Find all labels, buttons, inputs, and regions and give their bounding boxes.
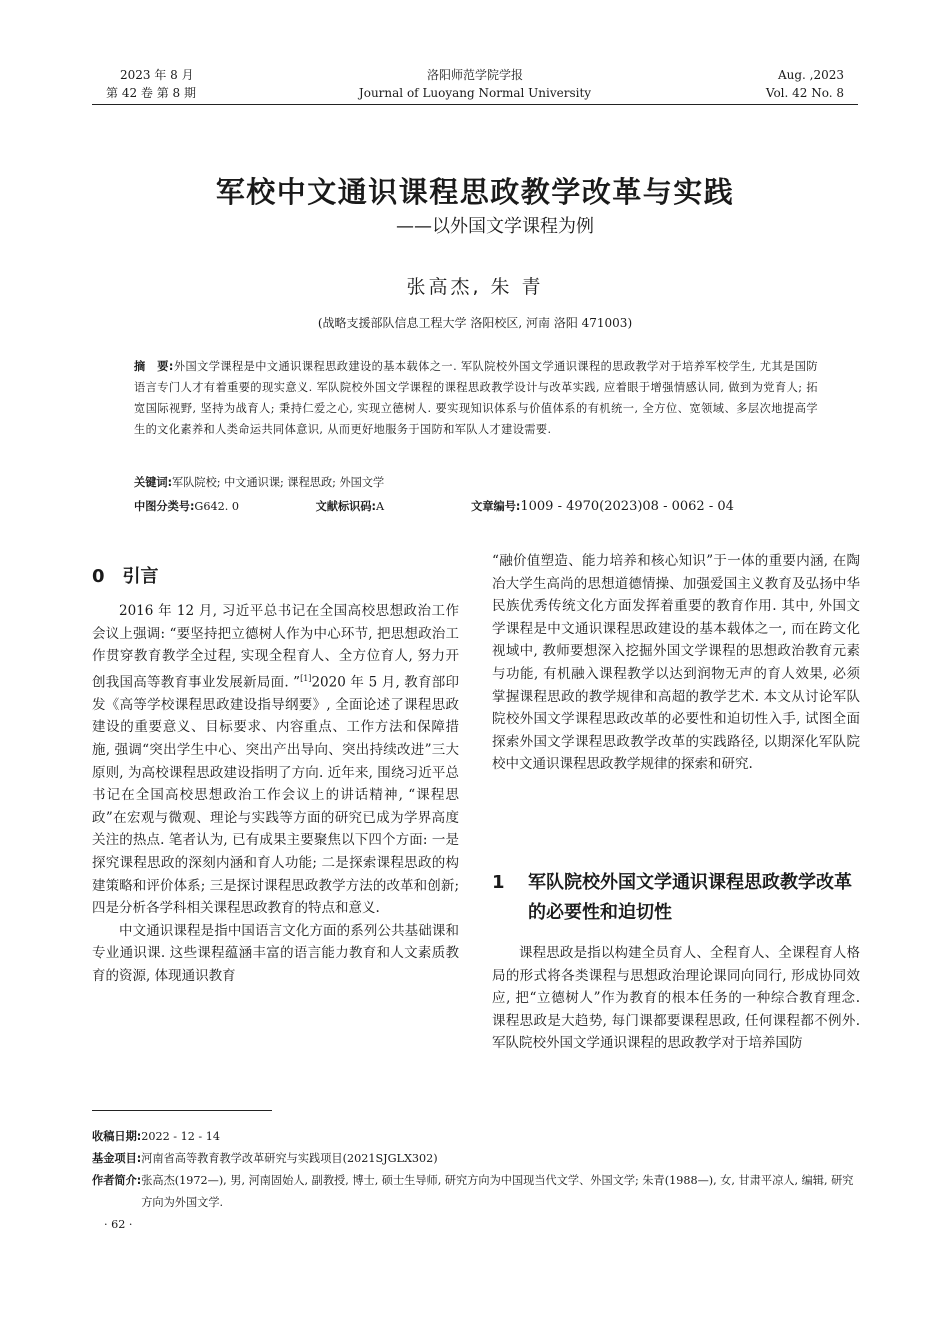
issue-date: 2023 年 8 月	[120, 68, 194, 82]
received-date	[92, 1126, 860, 1148]
volume-issue: 第 42 卷 第 8 期	[106, 86, 196, 100]
paragraph-text: 2016 年 12 月, 习近平总书记在全国高校思想政治工作会议上强调: “要坚持把立德树人作为中心环节, 把思想政治工作贯穿教育教学全过程, 实现全程育人、全方位育人, 努力开创我国高等教育事业发展新局面. ”	[92, 603, 459, 691]
paragraph	[92, 600, 459, 920]
author-bio-label: 作者简介:	[92, 1174, 142, 1187]
clc-label: 中图分类号:	[134, 500, 195, 513]
left-column	[92, 600, 459, 988]
abstract-text: 外国文学课程是中文通识课程思政建设的基本载体之一. 军队院校外国文学通识课程的思政教学对于培养军校学生, 尤其是国防语言专门人才有着重要的现实意义. 军队院校外国文学课程的课程思政教学设计与改革实践, 应着眼于增强情感认同, 做到为党育人; 拓宽国际视野, 坚持为战育人; 秉持仁爱之心, 实现立德树人. 要实现知识体系与价值体系的有机统一, 全方位、宽领域、多层次地提高学生的文化素养和人类命运共同体意识, 从而更好地服务于国防和军队人才建设需要.	[134, 360, 818, 436]
header-center	[340, 66, 610, 102]
header-divider	[92, 104, 858, 105]
journal-name-cn: 洛阳师范学院学报	[426, 68, 523, 82]
doc-code-value: A	[375, 500, 385, 513]
article-title: 军校中文通识课程思政教学改革与实践	[215, 175, 735, 209]
keywords-text: 军队院校; 中文通识课; 课程思政; 外国文学	[172, 476, 385, 489]
journal-name-en: Journal of Luoyang Normal University	[358, 86, 592, 100]
doc-code-label: 文献标识码:	[315, 500, 376, 513]
author-affiliation: (战略支援部队信息工程大学 洛阳校区, 河南 洛阳 471003)	[317, 316, 633, 330]
header-right	[766, 66, 844, 102]
footnote-divider	[92, 1110, 272, 1111]
issue-date-en: Aug. ,2023	[777, 68, 844, 82]
fund-project	[92, 1148, 860, 1170]
clc-value: G642. 0	[194, 500, 239, 513]
header-left	[106, 66, 196, 102]
abstract-label: 摘 要:	[134, 360, 174, 373]
author-bio	[92, 1170, 860, 1214]
volume-issue-en: Vol. 42 No. 8	[765, 86, 844, 100]
classification-row	[134, 498, 834, 514]
keywords-label: 关键词:	[134, 476, 173, 489]
paragraph-text: 2020 年 5 月, 教育部印发《高等学校课程思政建设指导纲要》, 全面论述了课程思政建设的重要意义、目标要求、内容重点、工作方法和保障措施, 强调“突出学生中心、突出产出导向、突出持续改进”三大原则, 为高校课程思政建设指明了方向. 近年来, 围绕习近平总书记在全国高校思想政治工作会议上的讲话精神, “课程思政”在宏观与微观、理论与实践等方面的研究已成为学界高度关注的热点. 笔者认为, 已有成果主要聚焦以下四个方面: 一是探究课程思政的深刻内涵和育人功能; 二是探索课程思政的构建策略和评价体系; 三是探讨课程思政教学方法的改革和创新; 四是分析各学科相关课程思政教育的特点和意义.	[92, 674, 460, 917]
article-no-label: 文章编号:	[471, 500, 521, 513]
right-column	[492, 550, 860, 776]
section-0-number: 0	[92, 566, 105, 587]
section-1-body	[492, 942, 860, 1055]
fund-value: 河南省高等教育教学改革研究与实践项目(2021SJGLX302)	[141, 1152, 438, 1165]
paragraph: 课程思政是指以构建全员育人、全程育人、全课程育人格局的形式将各类课程与思想政治理论课同向同行, 形成协同效应, 把“立德树人”作为教育的根本任务的一种综合教育理念. 课程思政是大趋势, 每门课都要课程思政, 任何课程都不例外. 军队院校外国文学通识课程的思政教学对于培养国防	[492, 945, 860, 1052]
abstract	[134, 356, 818, 440]
paragraph: 中文通识课程是指中国语言文化方面的系列公共基础课和专业通识课. 这些课程蕴涵丰富的语言能力教育和人文素质教育的资源, 体现通识教育	[92, 922, 459, 984]
fund-label: 基金项目:	[92, 1152, 142, 1165]
article-authors: 张高杰, 朱 青	[406, 276, 544, 298]
section-0-heading	[92, 562, 159, 588]
paragraph-continued: “融价值塑造、能力培养和核心知识”于一体的重要内涵, 在陶冶大学生高尚的思想道德情操、加强爱国主义教育及弘扬中华民族优秀传统文化方面发挥着重要的教育作用. 其中, 外国文学课程是中文通识课程思政建设的基本载体之一, 而在跨文化视域中, 教师要想深入挖掘外国文学课程的思想政治教育元素与功能, 有机融入课程教学以达到润物无声的育人效果, 必须掌握课程思政的教学规律和高超的教学艺术. 本文从讨论军队院校外国文学课程思政改革的必要性和迫切性入手, 试图全面探索外国文学课程思政教学改革的实践路径, 以期深化军队院校中文通识课程思政教学规律的探索和研究.	[492, 553, 860, 773]
keywords	[134, 474, 818, 490]
received-label: 收稿日期:	[92, 1130, 142, 1143]
section-1-title: 军队院校外国文学通识课程思政教学改革的必要性和迫切性	[528, 872, 852, 923]
author-bio-value: 张高杰(1972—), 男, 河南固始人, 副教授, 博士, 硕士生导师, 研究方向为中国现当代文学、外国文学; 朱青(1988—), 女, 甘肃平凉人, 编辑, 研究方向为外国文学.	[141, 1174, 854, 1209]
article-subtitle: ——以外国文学课程为例	[396, 216, 594, 237]
footnotes	[92, 1126, 860, 1214]
section-1-number: 1	[492, 872, 505, 893]
received-value: 2022 - 12 - 14	[141, 1130, 220, 1143]
citation-ref: [1]	[300, 673, 312, 683]
article-no-value: 1009 - 4970(2023)08 - 0062 - 04	[520, 499, 734, 514]
section-1-heading	[492, 868, 860, 928]
section-0-title: 引言	[122, 566, 159, 587]
page-number: · 62 ·	[104, 1218, 133, 1231]
